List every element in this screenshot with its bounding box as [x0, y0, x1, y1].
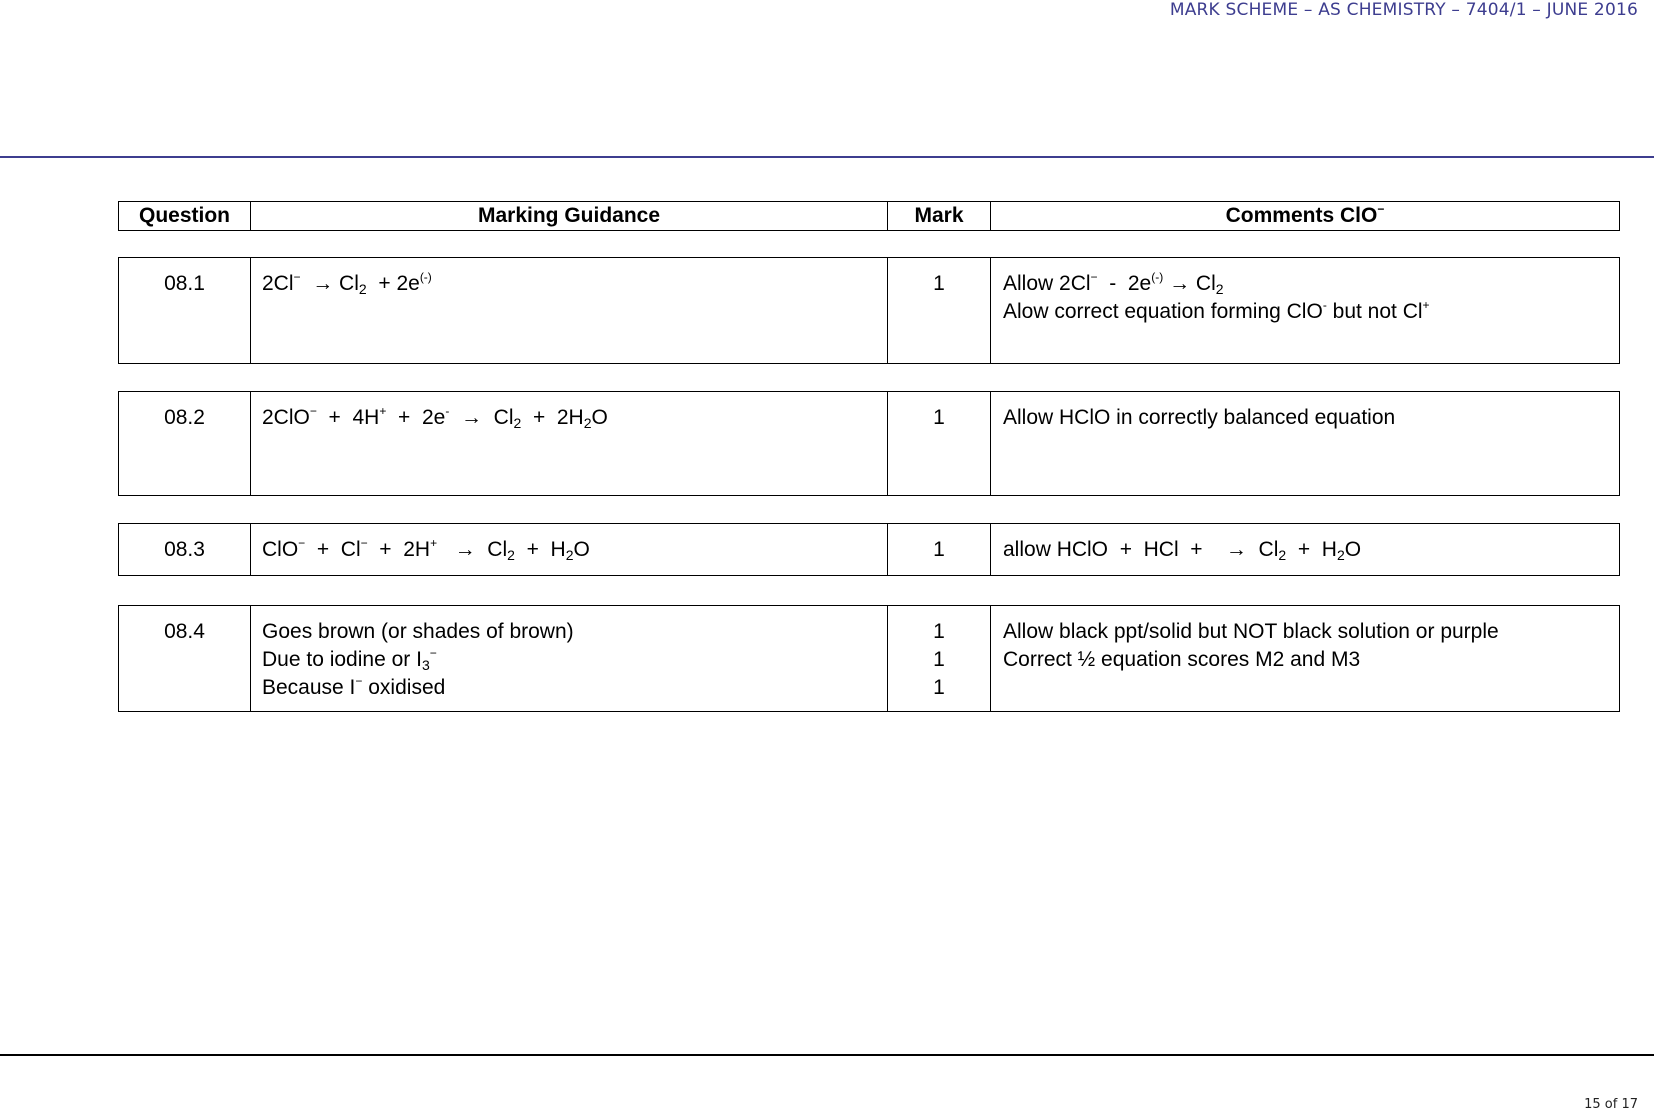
comments: Allow black ppt/solid but NOT black solution or purple Correct ½ equation scores M2 and M3 — [991, 606, 1620, 712]
footer-rule — [0, 1054, 1654, 1056]
mark-value: 1 — [888, 392, 991, 496]
mark-value: 1 — [888, 524, 991, 576]
header-rule — [0, 156, 1654, 158]
marking-guidance: $2Cl^- \to Cl_2 + 2e^{(-)}$ — [251, 258, 888, 364]
question-number: 08.1 — [119, 258, 251, 364]
table-row — [118, 257, 1620, 364]
comments: Allow HClO in correctly balanced equation — [991, 392, 1620, 496]
question-number: 08.4 — [119, 606, 251, 712]
header-table — [118, 201, 1620, 231]
page-number: 15 of 17 — [1584, 1097, 1638, 1112]
col-header-question: Question — [119, 202, 251, 231]
question-number: 08.3 — [119, 524, 251, 576]
mark-value: 1 1 1 — [888, 606, 991, 712]
table-row — [118, 391, 1620, 496]
col-header-guidance: Marking Guidance — [251, 202, 888, 231]
marking-guidance: $2ClO^- + 4H^+ + 2e^- \to Cl_2 + 2H_2O$ — [251, 392, 888, 496]
table-row — [118, 605, 1620, 712]
running-header: MARK SCHEME – AS CHEMISTRY – 7404/1 – JUNE 2016 — [1169, 0, 1638, 20]
marking-guidance: Goes brown (or shades of brown) Due to iodine or $I_3^-$ Because I− oxidised — [251, 606, 888, 712]
question-number: 08.2 — [119, 392, 251, 496]
table-row — [118, 523, 1620, 576]
comments: Allow $2Cl^- - 2e^{(-)} \to Cl_2$ Alow correct equation forming ClO- but not Cl+ — [991, 258, 1620, 364]
col-header-comments: Comments ClO− — [991, 202, 1620, 231]
comments: allow HClO + HCl + → $Cl_2 + H_2O$ — [991, 524, 1620, 576]
marking-guidance: $ClO^- + Cl^- + 2H^+ \to Cl_2 + H_2O$ — [251, 524, 888, 576]
col-header-mark: Mark — [888, 202, 991, 231]
mark-value: 1 — [888, 258, 991, 364]
